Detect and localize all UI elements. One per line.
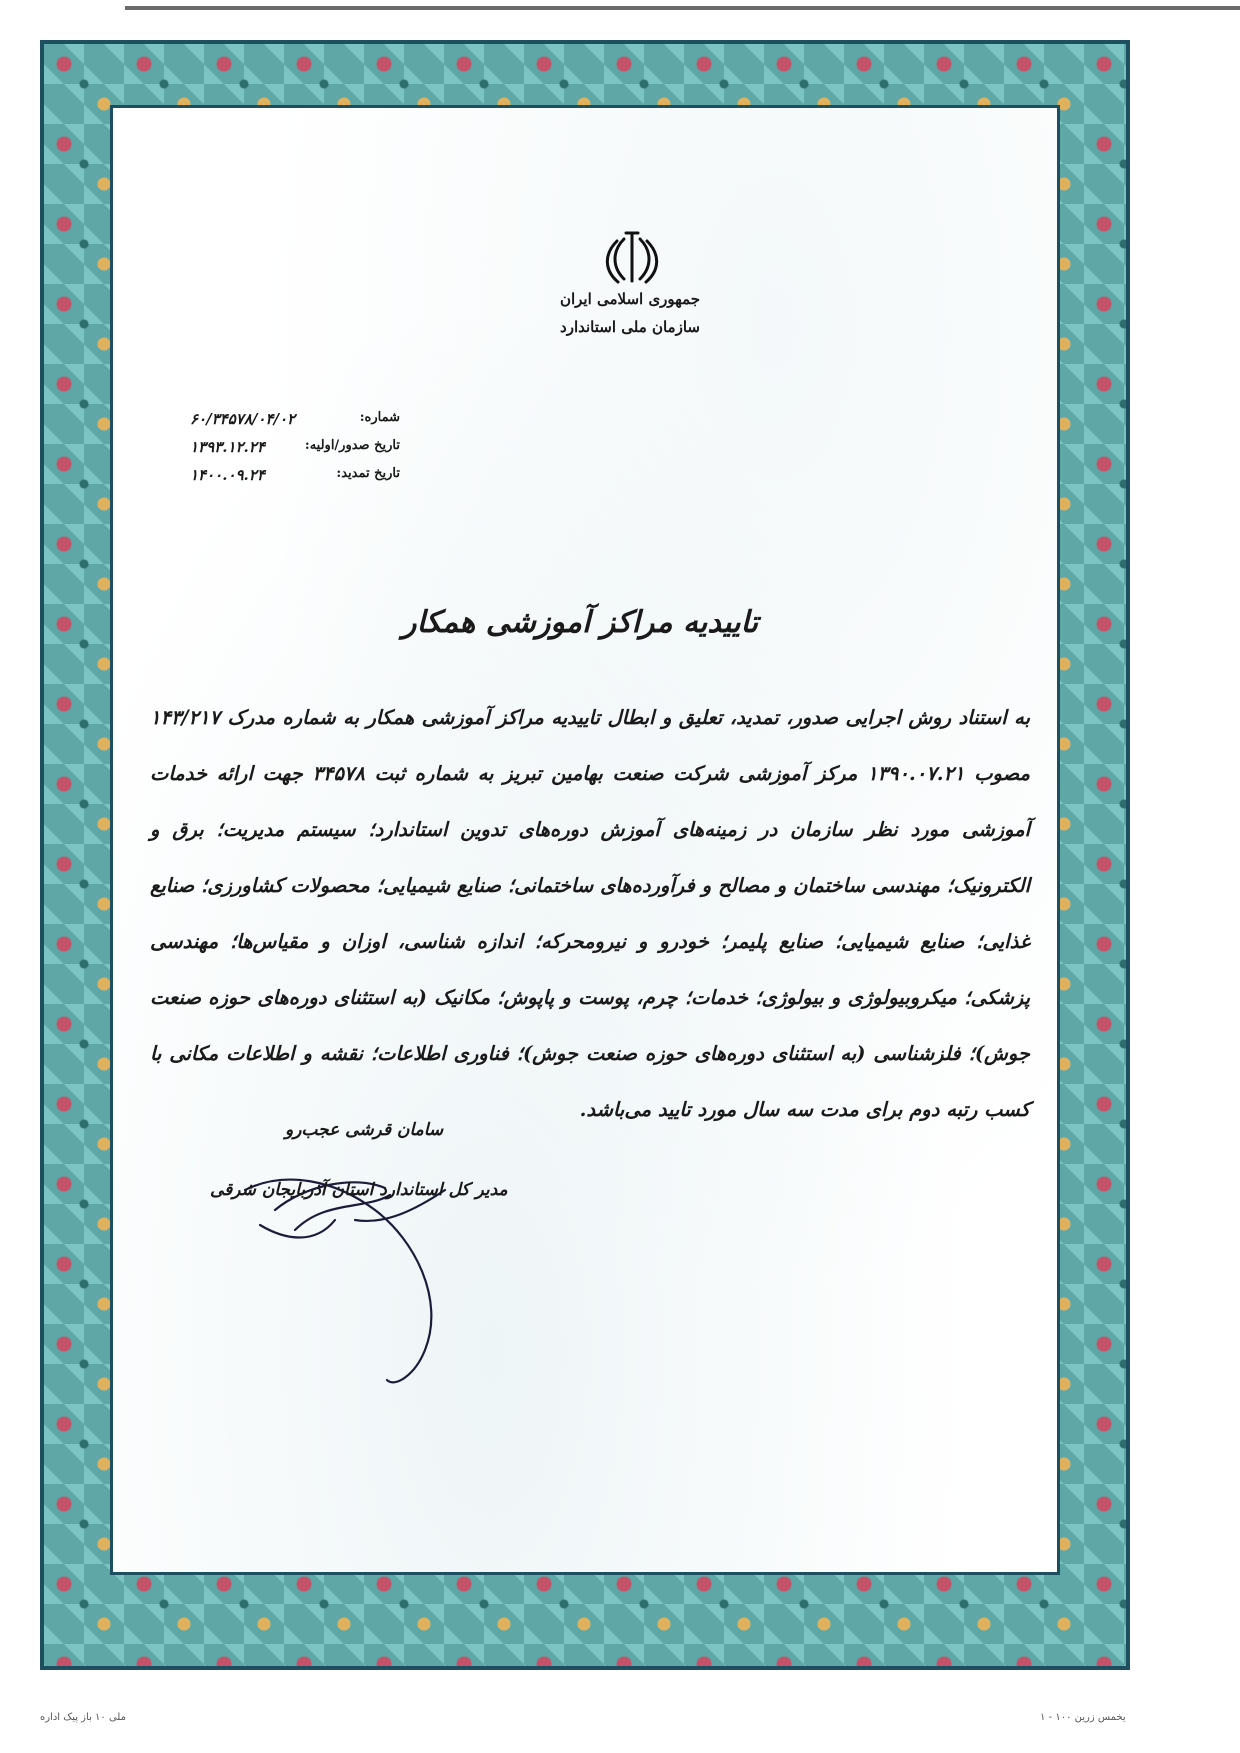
reference-number-value: ۶۰/۳۴۵۷۸/۰۴/۰۲ xyxy=(190,410,296,428)
scan-top-edge xyxy=(125,6,1240,10)
certificate-body: به استناد روش اجرایی صدور، تمدید، تعلیق و ابطال تاییدیه مراکز آموزشی همکار به شماره مدرک ۱۴۳/۲۱۷ مصوب ۱۳۹۰.۰۷.۲۱ مرکز آموزشی شرکت صنعت بهامین تبریز به شماره ثبت ۳۴۵۷۸ جهت ارائه خدمات آموزشی مورد نظر سازمان در زمینه‌های آموزش دوره‌های تدوین استاندارد؛ سیستم مدیریت؛ برق و الکترونیک؛ مهندسی ساختمان و مصالح و فرآورده‌های ساختمانی؛ صنایع شیمیایی؛ محصولات کشاورزی؛ صنایع غذایی؛ صنایع شیمیایی؛ صنایع پلیمر؛ خودرو و نیرومحرکه؛ اندازه شناسی، اوزان و مقیاس‌ها؛ مهندسی پزشکی؛ میکروبیولوژی و بیولوژی؛ خدمات؛ چرم، پوست و پاپوش؛ مکانیک (به استثنای دوره‌های حوزه صنعت جوش)؛ فلزشناسی (به استثنای دوره‌های حوزه صنعت جوش)؛ فناوری اطلاعات؛ نقشه و اطلاعات مکانی با کسب رتبه دوم برای مدت سه سال مورد تایید می‌باشد. xyxy=(150,706,1030,1121)
emblem-icon xyxy=(600,225,664,289)
country-name: جمهوری اسلامی ایران xyxy=(559,290,701,308)
issue-date-label: تاریخ صدور/اولیه: xyxy=(304,438,400,453)
organization-name: سازمان ملی استاندارد xyxy=(560,318,700,336)
signatory-name: سامان قرشی عجب‌رو xyxy=(285,1120,444,1140)
renewal-date-value: ۱۴۰۰.۰۹.۲۴ xyxy=(190,466,265,484)
issue-date-value: ۱۳۹۳.۱۲.۲۴ xyxy=(190,438,265,456)
reference-number-label: شماره: xyxy=(359,410,400,425)
reference-number-row xyxy=(190,410,400,428)
signatory-position: مدیر کل استاندارد استان آذربایجان شرقی xyxy=(210,1180,508,1200)
issue-date-row xyxy=(190,438,400,456)
renewal-date-label: تاریخ تمدید: xyxy=(336,466,400,481)
footer-left-note: ملی ۱۰ باز پیک اداره xyxy=(40,1712,126,1723)
document-title: تاییدیه مراکز آموزشی همکار xyxy=(401,605,759,640)
renewal-date-row xyxy=(190,466,400,484)
footer-right-note: یخمس زرین ۱۰۰ - ۱ xyxy=(1040,1712,1126,1723)
